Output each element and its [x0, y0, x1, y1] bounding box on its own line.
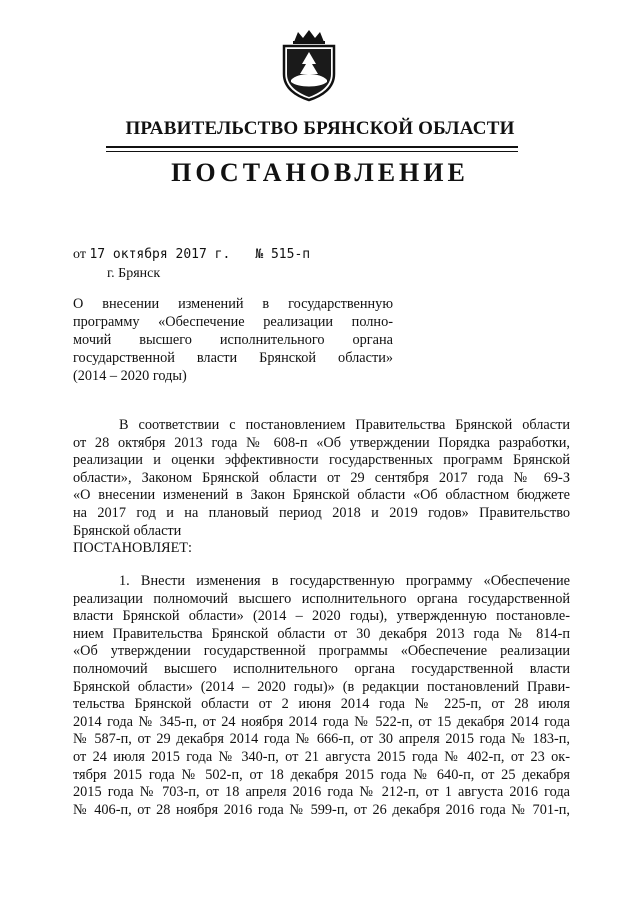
- subject-line: мочий высшего исполнительного органа: [73, 332, 393, 348]
- text-line: Брянской области» (2014 – 2020 годы)» (в редакции постановлений Прави-: [73, 678, 570, 695]
- date-prefix: от: [73, 247, 86, 262]
- text-line: реализации и оценки эффективности государственных программ Брянской: [73, 452, 570, 469]
- resolves-heading: ПОСТАНОВЛЯЕТ:: [73, 540, 193, 557]
- subject-line: О внесении изменений в государственную: [73, 296, 393, 312]
- text-line: В соответствии с постановлением Правительства Брянской области: [119, 417, 570, 433]
- text-line: Брянской области: [73, 522, 182, 539]
- subject-line: государственной власти Брянской области»: [73, 350, 393, 366]
- text-line: реализации полномочий высшего исполнительного органа государственной: [73, 590, 570, 607]
- document-subject: [73, 295, 393, 385]
- government-title: ПРАВИТЕЛЬСТВО БРЯНСКОЙ ОБЛАСТИ: [125, 118, 515, 139]
- document-number: № 515-п: [255, 247, 311, 262]
- text-line: «О внесении изменений в Закон Брянской области «Об областном бюджете: [73, 487, 570, 504]
- city-label: г. Брянск: [107, 266, 161, 281]
- subject-line: (2014 – 2020 годы): [73, 368, 187, 384]
- text-line: полномочий высшего исполнительного органа государственной власти: [73, 660, 570, 677]
- text-line: нием Правительства Брянской области от 30 декабря 2013 года № 814-п: [73, 625, 570, 642]
- subject-line: программу «Обеспечение реализации полно-: [73, 314, 393, 330]
- text-line: тября 2015 года № 502-п, от 18 декабря 2015 года № 640-п, от 25 декабря: [73, 766, 570, 783]
- preamble-paragraph: [73, 417, 570, 558]
- date-number-line: [73, 247, 310, 263]
- text-line: 2015 года № 703-п, от 18 апреля 2016 года № 212-п, от 1 августа 2016 года: [73, 784, 570, 801]
- item-1-paragraph: [73, 573, 570, 819]
- text-line: тельства Брянской области от 2 июня 2014 года № 225-п, от 28 июля: [73, 696, 570, 713]
- coat-of-arms-icon: [278, 28, 340, 102]
- text-line: 2014 года № 345-п, от 24 ноября 2014 года № 522-п, от 15 декабря 2014 года: [73, 713, 570, 730]
- header-rule-thick: [106, 146, 518, 148]
- text-line: № 406-п, от 28 ноября 2016 года № 599-п, от 26 декабря 2016 года № 701-п,: [73, 801, 570, 818]
- text-line: на 2017 год и на плановый период 2018 и 2019 годов» Правительство: [73, 504, 570, 521]
- text-line: № 587-п, от 29 декабря 2014 года № 666-п, от 30 апреля 2015 года № 183-п,: [73, 731, 570, 748]
- text-line: 1. Внести изменения в государственную программу «Обеспечение: [119, 573, 570, 589]
- document-type-title: ПОСТАНОВЛЕНИЕ: [171, 158, 469, 187]
- text-line: «Об утверждении государственной программы «Обеспечение реализации: [73, 643, 570, 660]
- document-date: 17 октября 2017 г.: [89, 247, 231, 262]
- header-rule-thin: [106, 151, 518, 152]
- text-line: власти Брянской области» (2014 – 2020 годы), утвержденную постановле-: [73, 608, 570, 625]
- text-line: от 24 июля 2015 года № 340-п, от 21 августа 2015 года № 402-п, от 23 ок-: [73, 748, 570, 765]
- text-line: от 28 октября 2013 года № 608-п «Об утверждении Порядка разработки,: [73, 434, 570, 451]
- text-line: области», Законом Брянской области от 29 сентября 2017 года № 69-З: [73, 469, 570, 486]
